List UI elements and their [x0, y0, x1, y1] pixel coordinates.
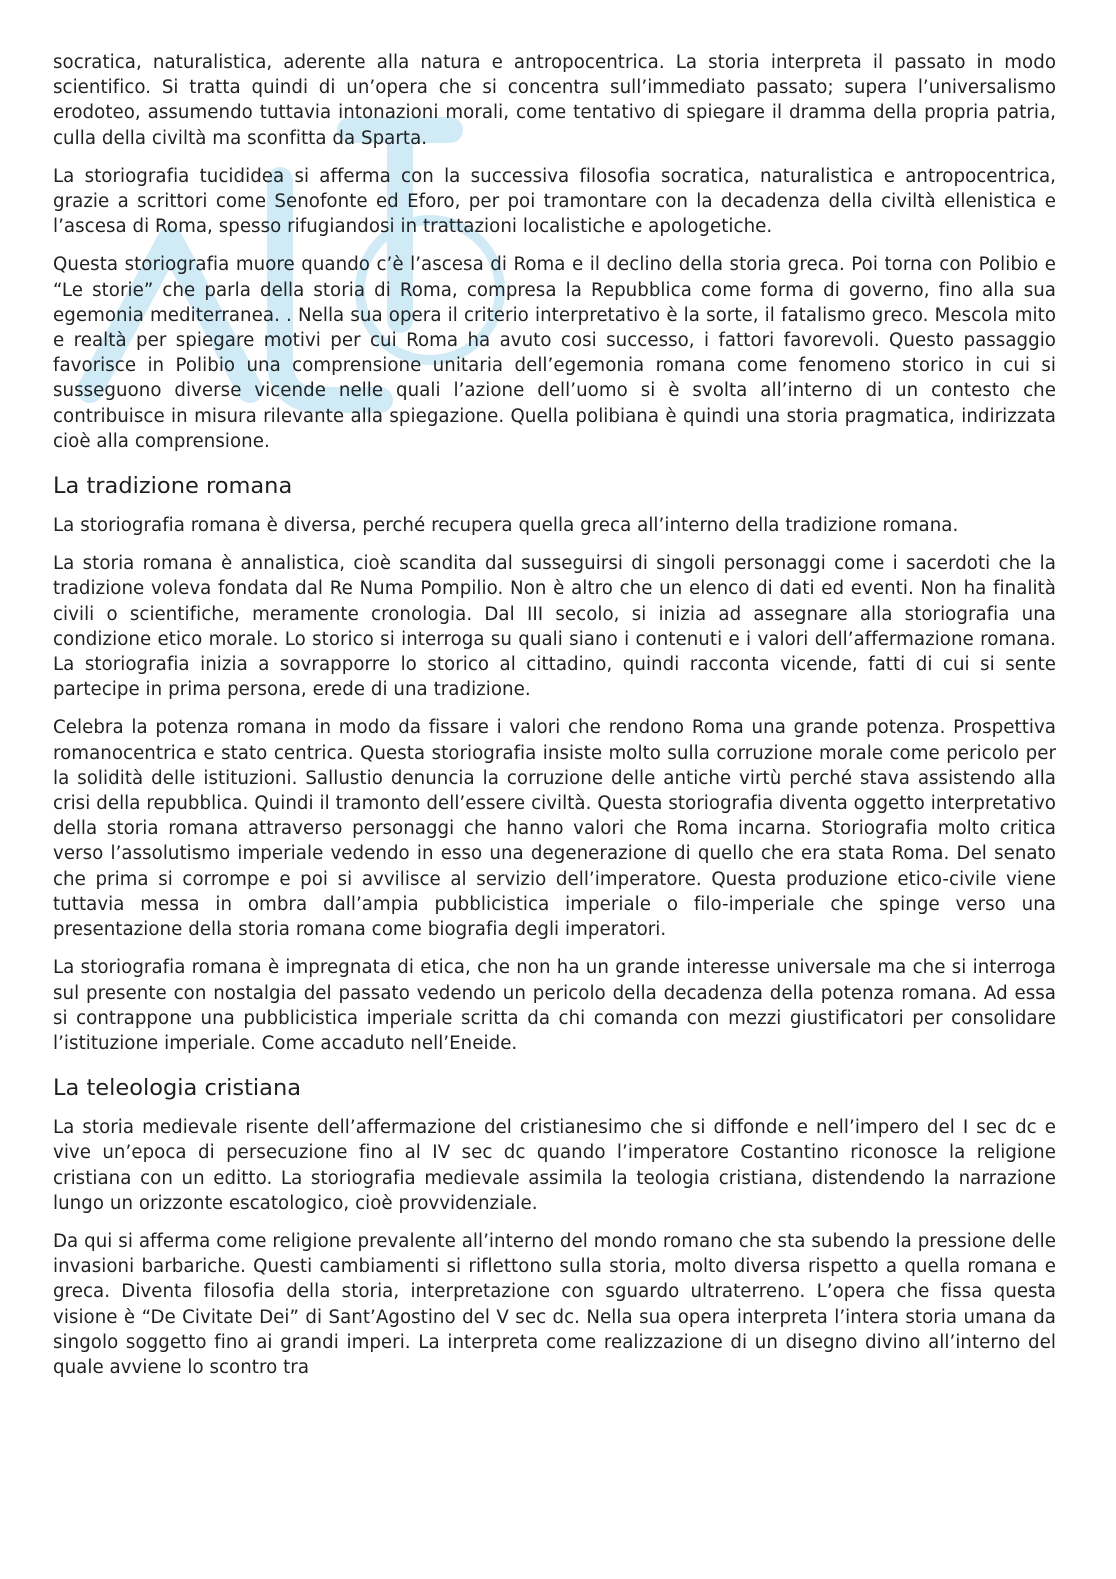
- paragraph: La storiografia tucididea si afferma con la successiva filosofia socratica, naturalistica e antropocentrica, grazie a scrittori come Senofonte ed Eforo, per poi tramontare con la decadenza della civiltà ellenistica e l’ascesa di Roma, spesso rifugiandosi in trattazioni localistiche e apologetiche.: [53, 165, 1056, 238]
- section-teleologia-cristiana: [53, 1074, 1056, 1380]
- section-intro: [53, 50, 1056, 454]
- paragraph: Celebra la potenza romana in modo da fissare i valori che rendono Roma una grande potenza. Prospettiva romanocentrica e stato centrica. Questa storiografia insiste molto sulla corruzione morale come pericolo per la solidità delle istituzioni. Sallustio denuncia la corruzione delle antiche virtù perché stava assistendo alla crisi della repubblica. Quindi il tramonto dell’essere civiltà. Questa storiografia diventa oggetto interpretativo della storia romana attraverso personaggi che hanno valori che Roma incarna. Storiografia molto critica verso l’assolutismo imperiale vedendo in esso una degenerazione di quello che era stata Roma. Del senato che prima si corrompe e poi si avvilisce al servizio dell’imperatore. Questa produzione etico-civile viene tuttavia messa in ombra dall’ampia pubblicistica imperiale o filo-imperiale che spinge verso una presentazione della storia romana come biografia degli imperatori.: [53, 717, 1056, 941]
- paragraph: Questa storiografia muore quando c’è l’ascesa di Roma e il declino della storia greca. Poi torna con Polibio e “Le storie” che parla della storia di Roma, compresa la Repubblica come forma di governo, fino alla sua egemonia mediterranea. . Nella sua opera il criterio interpretativo è la sorte, il fatalismo greco. Mescola mito e realtà per spiegare motivi per cui Roma ha avuto cosi successo, i fattori favorevoli. Questo passaggio favorisce in Polibio una comprensione unitaria dell’egemonia romana come fenomeno storico in cui si susseguono diverse vicende nelle quali l’azione dell’uomo si è svolta all’interno di un contesto che contribuisce in misura rilevante alla spiegazione. Quella polibiana è quindi una storia pragmatica, indirizzata cioè alla comprensione.: [53, 254, 1056, 452]
- section-tradizione-romana: [53, 472, 1056, 1056]
- paragraph: La storiografia romana è diversa, perché recupera quella greca all’interno della tradizione romana.: [53, 515, 959, 537]
- paragraph: La storiografia romana è impregnata di etica, che non ha un grande interesse universale ma che si interroga sul presente con nostalgia del passato vedendo un pericolo della decadenza della potenza romana. Ad essa si contrappone una pubblicistica imperiale scritta da chi comanda con mezzi giustificatori per consolidare l’istituzione imperiale. Come accaduto nell’Eneide.: [53, 957, 1056, 1054]
- paragraph: La storia romana è annalistica, cioè scandita dal susseguirsi di singoli personaggi come i sacerdoti che la tradizione voleva fondata dal Re Numa Pompilio. Non è altro che un elenco di dati ed eventi. Non ha finalità civili o scientifiche, meramente cronologia. Dal III secolo, si inizia ad assegnare alla storiografia una condizione etico morale. Lo storico si interroga su quali siano i contenuti e i valori dell’affermazione romana. La storiografia inizia a sovrapporre lo storico al cittadino, quindi racconta vicende, fatti di cui si sente partecipe in prima persona, erede di una tradizione.: [53, 553, 1056, 701]
- section-heading: La tradizione romana: [53, 473, 293, 500]
- paragraph: Da qui si afferma come religione prevalente all’interno del mondo romano che sta subendo la pressione delle invasioni barbariche. Questi cambiamenti si riflettono sulla storia, molto diversa rispetto a quella romana e greca. Diventa filosofia della storia, interpretazione con sguardo ultraterreno. L’opera che fissa questa visione è “De Civitate Dei” di Sant’Agostino del V sec dc. Nella sua opera interpreta l’intera storia umana da singolo soggetto fino ai grandi imperi. La interpreta come realizzazione di un disegno divino all’interno del quale avviene lo scontro tra: [53, 1230, 1056, 1378]
- document-page: [53, 50, 1056, 1393]
- paragraph: La storia medievale risente dell’affermazione del cristianesimo che si diffonde e nell’impero del I sec dc e vive un’epoca di persecuzione fino al IV sec dc quando l’imperatore Costantino riconosce la religione cristiana con un editto. La storiografia medievale assimila la teologia cristiana, distendendo la narrazione lungo un orizzonte escatologico, cioè provvidenziale.: [53, 1117, 1056, 1214]
- paragraph: socratica, naturalistica, aderente alla natura e antropocentrica. La storia interpreta il passato in modo scientifico. Si tratta quindi di un’opera che si concentra sull’immediato passato; supera l’universalismo erodoteo, assumendo tuttavia intonazioni morali, come tentativo di spiegare il dramma della propria patria, culla della civiltà ma sconfitta da Sparta.: [53, 52, 1056, 149]
- section-heading: La teleologia cristiana: [53, 1075, 301, 1102]
